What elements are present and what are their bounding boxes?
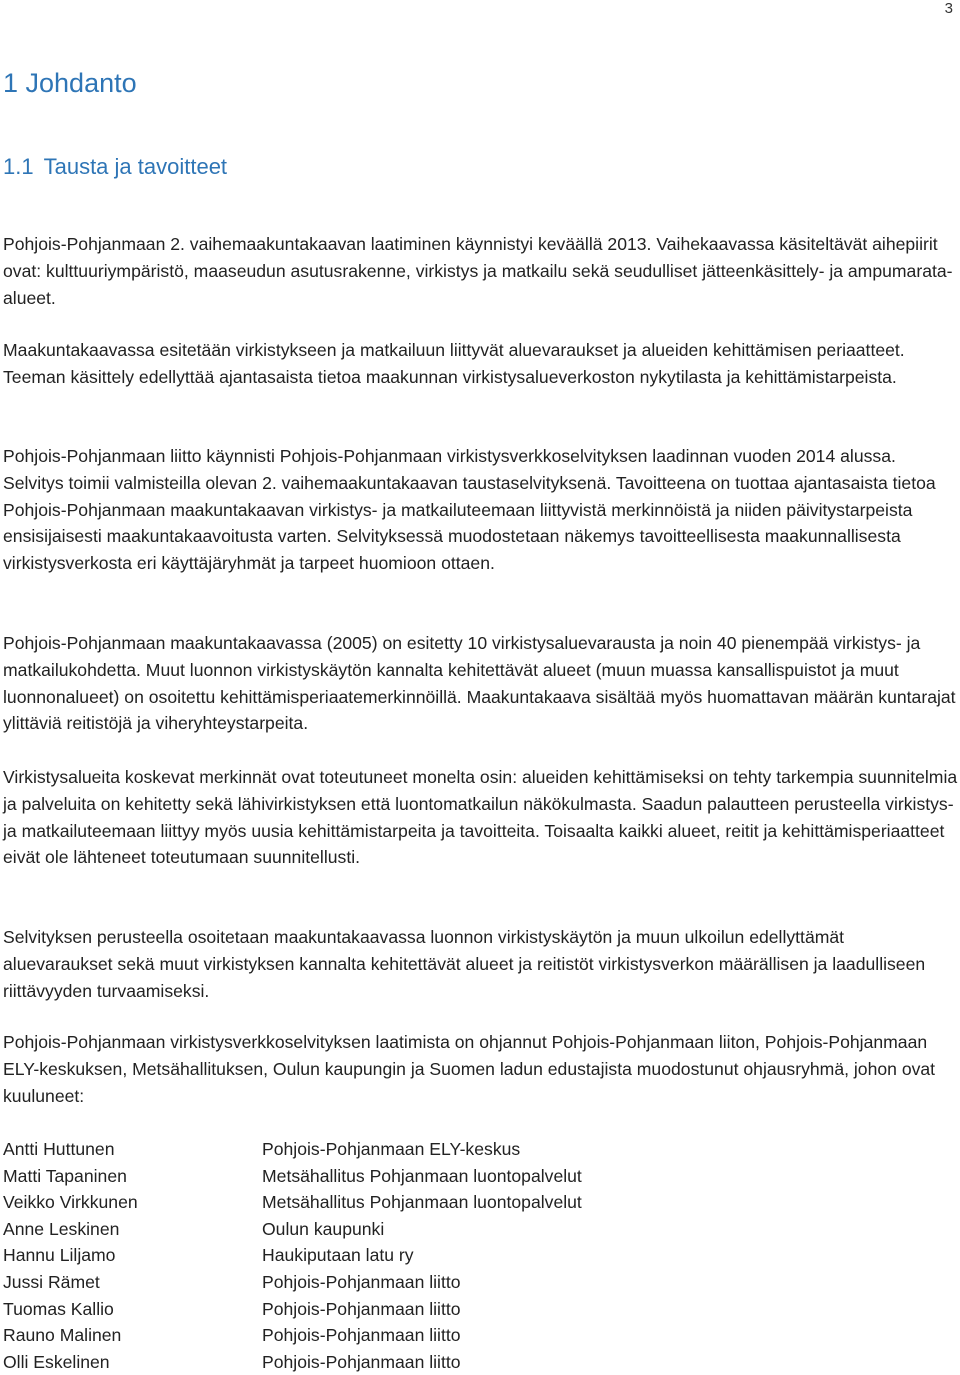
member-name: Veikko Virkkunen bbox=[3, 1192, 138, 1213]
paragraph-implementation: Virkistysalueita koskevat merkinnät ovat toteutuneet monelta osin: alueiden kehittämiseksi on tehty tarkempia suunnitelmia ja palveluita on kehitetty sekä lähivirkistyksen että luontomatkailun näkökulmasta. Saadun palautteen perusteella virkistys- ja matkailuteemaan liittyy myös uusia kehittämistarpeita ja tavoitteita. Toisaalta kaikki alueet, reitit ja kehittämisperiaatteet eivät ole lähteneet toteutumaan suunnitellusti. bbox=[3, 767, 958, 868]
list-item bbox=[3, 1269, 703, 1296]
paragraph-regional-plan: Maakuntakaavassa esitetään virkistykseen ja matkailuun liittyvät aluevaraukset ja alueiden kehittämisen periaatteet. Teeman käsittely edellyttää ajantasaista tietoa maakunnan virkistysalueverkoston nykytilasta ja kehittämistarpeista. bbox=[3, 340, 905, 387]
member-name: Olli Eskelinen bbox=[3, 1351, 110, 1372]
member-organization: Pohjois-Pohjanmaan liitto bbox=[262, 1298, 461, 1319]
section-heading bbox=[3, 154, 227, 180]
member-organization: Metsähallitus Pohjanmaan luontopalvelut bbox=[262, 1192, 582, 1213]
paragraph-survey-start: Pohjois-Pohjanmaan liitto käynnisti Pohjois-Pohjanmaan virkistysverkkoselvityksen laadinnan vuoden 2014 alussa. Selvitys toimii valmisteilla olevan 2. vaihemaakuntakaavan taustaselvityksenä. Tavoitteena on tuottaa ajantasaista tietoa Pohjois-Pohjanmaan maakuntakaavan virkistys- ja matkailuteemaan liittyvistä merkinnöistä ja niiden päivitystarpeista ensisijaisesti maakuntakaavoitusta varten. Selvityksessä muodostetaan näkemys tavoitteellisesta maakunnallisesta virkistysverkosta eri käyttäjäryhmät ja tarpeet huomioon ottaen. bbox=[3, 446, 936, 574]
member-organization: Pohjois-Pohjanmaan ELY-keskus bbox=[262, 1139, 521, 1159]
paragraph-reservations: Pohjois-Pohjanmaan maakuntakaavassa (2005) on esitetty 10 virkistysaluevarausta ja noin 40 pienempää virkistys- ja matkailukohdetta. Muut luonnon virkistyskäytön kannalta kehitettävät alueet (muun muassa kansallispuistot ja muut luonnonalueet) on osoitettu kehittämisperiaatemerkinnöillä. Maakuntakaava sisältää myös huomattavan määrän kuntarajat ylittäviä reitistöjä ja viheryhteystarpeita. bbox=[3, 633, 956, 734]
section-number: 1.1 bbox=[3, 154, 34, 179]
member-name: Anne Leskinen bbox=[3, 1218, 120, 1239]
member-organization: Metsähallitus Pohjanmaan luontopalvelut bbox=[262, 1165, 582, 1186]
paragraph-outcome: Selvityksen perusteella osoitetaan maakuntakaavassa luonnon virkistyskäytön ja muun ulkoilun edellyttämät aluevaraukset sekä muut virkistyksen kannalta kehitettävät alueet ja reitistöt virkistysverkon määrällisen ja laadulliseen riittävyyden turvaamiseksi. bbox=[3, 927, 926, 1001]
paragraph-background: Pohjois-Pohjanmaan 2. vaihemaakuntakaavan laatiminen käynnistyi keväällä 2013. Vaihekaavassa käsiteltävät aihepiirit ovat: kulttuuriympäristö, maaseudun asutusrakenne, virkistys ja matkailu sekä seudulliset jätteenkäsittely- ja ampumarata-alueet. bbox=[3, 234, 953, 308]
member-name: Tuomas Kallio bbox=[3, 1298, 114, 1319]
page-number: 3 bbox=[944, 0, 953, 17]
section-title: Tausta ja tavoitteet bbox=[43, 154, 228, 179]
member-organization: Pohjois-Pohjanmaan liitto bbox=[262, 1351, 461, 1372]
list-item bbox=[3, 1242, 703, 1269]
member-name: Hannu Liljamo bbox=[3, 1245, 116, 1266]
chapter-heading: 1 Johdanto bbox=[3, 68, 137, 98]
list-item bbox=[3, 1216, 703, 1243]
member-organization: Pohjois-Pohjanmaan liitto bbox=[262, 1325, 461, 1346]
list-item bbox=[3, 1349, 703, 1375]
list-item bbox=[3, 1322, 703, 1349]
member-organization: Pohjois-Pohjanmaan liitto bbox=[262, 1271, 461, 1292]
member-name: Rauno Malinen bbox=[3, 1325, 122, 1346]
steering-group-list bbox=[3, 1136, 703, 1375]
member-organization: Oulun kaupunki bbox=[262, 1218, 385, 1239]
member-organization: Haukiputaan latu ry bbox=[262, 1245, 414, 1266]
list-item bbox=[3, 1136, 703, 1163]
paragraph-steering-group: Pohjois-Pohjanmaan virkistysverkkoselvityksen laatimista on ohjannut Pohjois-Pohjanmaan liiton, Pohjois-Pohjanmaan ELY-keskuksen, Metsähallituksen, Oulun kaupungin ja Suomen ladun edustajista muodostunut ohjausryhmä, johon ovat kuuluneet: bbox=[3, 1032, 936, 1106]
member-name: Matti Tapaninen bbox=[3, 1165, 127, 1186]
list-item bbox=[3, 1189, 703, 1216]
list-item bbox=[3, 1296, 703, 1323]
list-item bbox=[3, 1163, 703, 1190]
member-name: Antti Huttunen bbox=[3, 1139, 115, 1159]
member-name: Jussi Rämet bbox=[3, 1271, 100, 1292]
